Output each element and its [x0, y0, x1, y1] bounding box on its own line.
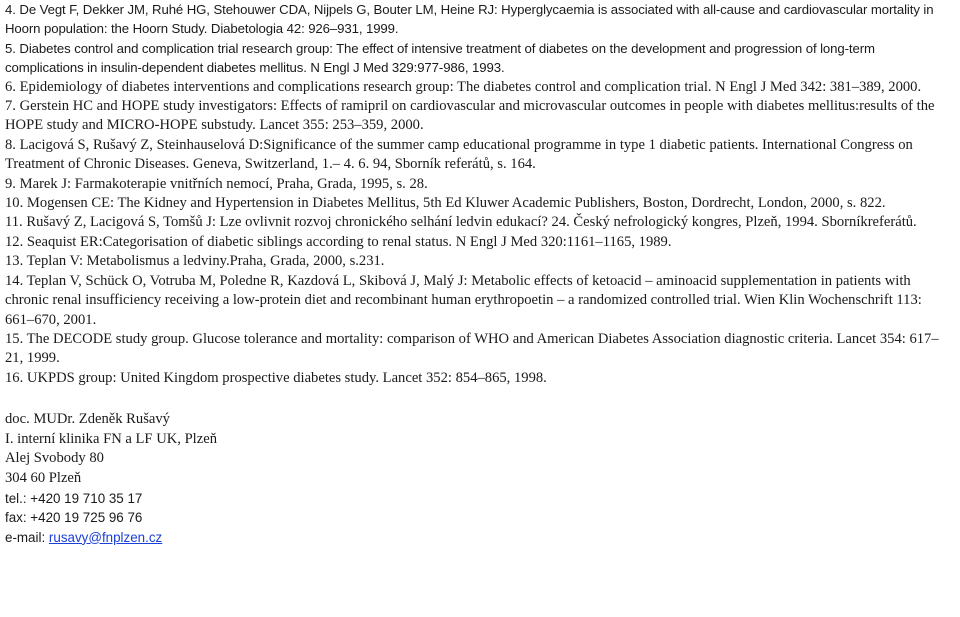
reference-number: 10.: [5, 195, 24, 212]
reference-number: 6.: [5, 78, 16, 95]
reference-number: 8.: [5, 136, 16, 153]
reference-number: 16.: [5, 369, 24, 386]
reference-text: UKPDS group: United Kingdom prospective diabetes study. Lancet 352: 854–865, 1998.: [26, 369, 547, 386]
reference-item: [5, 330, 946, 369]
reference-text: Teplan V, Schück O, Votruba M, Poledne R, Kazdová L, Skibová J, Malý J: Metabolic effects of ketoacid – aminoacid supplementation in patients with chronic renal insufficiency receiving a low-protein diet and recombinant human erythropoetin – a randomized controlled trial. Wien Klin Wochenschrift 113: 661–670, 2001.: [5, 272, 922, 328]
email-label: e-mail:: [5, 529, 49, 545]
reference-text: Diabetes control and complication trial research group: The effect of intensive treatment of diabetes on the development and progression of long-term complications in insulin-dependent diabetes mellitus. N Engl J Med 329:977-986, 1993.: [5, 40, 875, 76]
reference-text: The DECODE study group. Glucose tolerance and mortality: comparison of WHO and American Diabetes Association diagnostic criteria. Lancet 354: 617–21, 1999.: [5, 330, 939, 367]
author-email-line: [5, 528, 946, 548]
author-institution: I. interní klinika FN a LF UK, Plzeň: [5, 430, 217, 447]
reference-item: [5, 252, 946, 271]
reference-item: [5, 175, 946, 194]
reference-item: [5, 213, 946, 232]
reference-item: [5, 78, 946, 97]
reference-item: [5, 39, 946, 78]
reference-text: Mogensen CE: The Kidney and Hypertension in Diabetes Mellitus, 5th Ed Kluwer Academic Publishers, Boston, Dordrecht, London, 2000, s. 822.: [26, 195, 886, 212]
author-street: Alej Svobody 80: [5, 450, 104, 467]
reference-text: Teplan V: Metabolismus a ledviny.Praha, Grada, 2000, s.231.: [26, 253, 385, 270]
email-link[interactable]: rusavy@fnplzen.cz: [48, 529, 163, 545]
reference-item: [5, 272, 946, 330]
reference-item: [5, 97, 946, 136]
reference-text: Epidemiology of diabetes interventions and complications research group: The diabetes control and complication trial. N Engl J Med 342: 381–389, 2000.: [19, 78, 922, 95]
reference-number: 11.: [5, 214, 23, 231]
reference-number: 9.: [5, 175, 16, 192]
reference-item: [5, 136, 946, 175]
reference-number: 4.: [5, 2, 16, 17]
reference-number: 14.: [5, 272, 24, 289]
reference-number: 13.: [5, 253, 24, 270]
reference-text: De Vegt F, Dekker JM, Ruhé HG, Stehouwer CDA, Nijpels G, Bouter LM, Heine RJ: Hyperglycaemia is associated with all-cause and cardiovascular mortality in Hoorn population: the Hoorn Study. Diabetologia 42: 926–931, 1999.: [5, 2, 934, 37]
author-phone: tel.: +420 19 710 35 17: [5, 490, 143, 506]
reference-number: 5.: [5, 40, 16, 56]
author-city: 304 60 Plzeň: [5, 469, 82, 486]
reference-number: 15.: [5, 330, 24, 347]
reference-text: Seaquist ER:Categorisation of diabetic siblings according to renal status. N Engl J Med 320:1161–1165, 1989.: [26, 233, 672, 250]
author-contact-block: [5, 410, 946, 547]
author-fax: fax: +420 19 725 96 76: [5, 510, 143, 526]
reference-text: Lacigová S, Rušavý Z, Steinhauselová D:Significance of the summer camp educational programme in type 1 diabetic patients. International Congress on Treatment of Chronic Diseases. Geneva, Switzerland, 1.– 4. 6. 94, Sborník referátů, s. 164.: [5, 136, 913, 173]
reference-item: [5, 194, 946, 213]
reference-item: [5, 369, 946, 388]
reference-item: [5, 0, 946, 39]
reference-number: 7.: [5, 98, 16, 115]
reference-text: Marek J: Farmakoterapie vnitřních nemocí, Praha, Grada, 1995, s. 28.: [19, 175, 428, 192]
reference-number: 12.: [5, 233, 24, 250]
reference-text: Gerstein HC and HOPE study investigators: Effects of ramipril on cardiovascular and microvascular outcomes in people with diabetes mellitus:results of the HOPE study and MICRO-HOPE substudy. Lancet 355: 253–359, 2000.: [5, 98, 935, 134]
reference-item: [5, 233, 946, 252]
author-name: doc. MUDr. Zdeněk Rušavý: [5, 411, 170, 428]
reference-text: Rušavý Z, Lacigová S, Tomšů J: Lze ovlivnit rozvoj chronického selhání ledvin edukací? 24. Český nefrologický kongres, Plzeň, 1994. Sborníkreferátů.: [26, 214, 917, 231]
reference-list: [5, 0, 946, 388]
